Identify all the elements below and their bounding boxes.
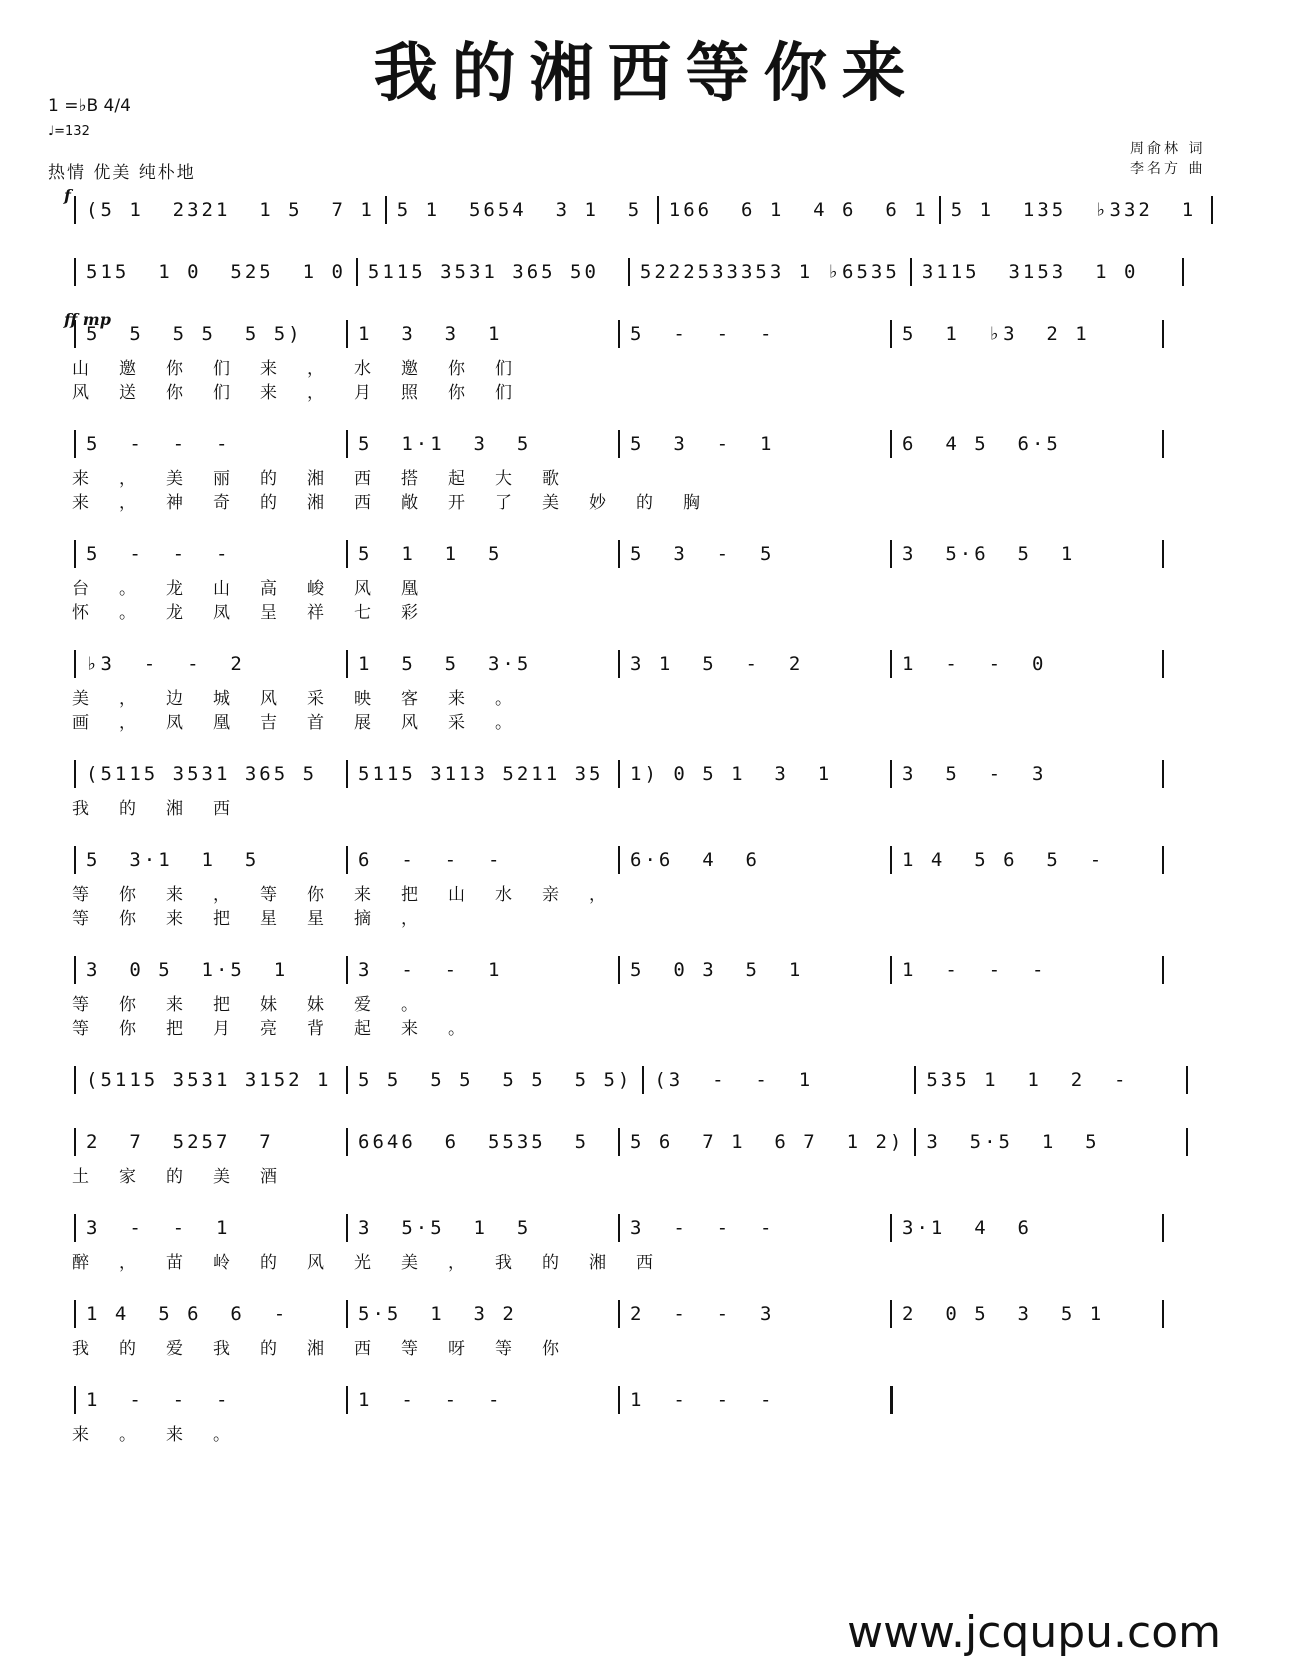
score-system [64, 1380, 1244, 1444]
barline [657, 196, 659, 224]
lyric-line: 我的爱我的湘西等呀等你 [72, 1339, 589, 1359]
measure: 3 - - - [630, 1217, 775, 1239]
barline [74, 1300, 76, 1328]
measure: 6 - - - [358, 849, 503, 871]
barline [346, 1300, 348, 1328]
lyric-line: 风送你们来，月照你们 [72, 383, 542, 403]
barline [1162, 846, 1164, 874]
measure: 2 0 5 3 5 1 [902, 1303, 1105, 1325]
notation-line [64, 424, 1244, 464]
key-signature: 1 =♭B 4/4 [48, 96, 131, 116]
barline [914, 1066, 916, 1094]
barline [890, 1300, 892, 1328]
measure: 5 1 135 ♭332 1 [950, 199, 1197, 221]
barline [346, 650, 348, 678]
barline [618, 1386, 620, 1414]
barline [74, 760, 76, 788]
barline [1162, 430, 1164, 458]
performance-style: 热情 优美 纯朴地 [48, 163, 196, 183]
notation-line [64, 1060, 1244, 1100]
barline [1182, 258, 1184, 286]
measure: 5 - - - [86, 543, 231, 565]
lyric-line: 怀。龙凤呈祥七彩 [72, 603, 448, 623]
measure: 3115 3153 1 0 [921, 261, 1139, 283]
measure: 5 5 5 5 5 5) [86, 323, 303, 345]
notation-line [64, 754, 1244, 794]
score-body [64, 186, 1244, 1466]
barline [385, 196, 387, 224]
lyric-line: 等你把月亮背起来。 [72, 1019, 495, 1039]
score-system [64, 252, 1244, 292]
score-system [64, 840, 1244, 928]
barline [618, 650, 620, 678]
barline [74, 258, 76, 286]
barline [1162, 320, 1164, 348]
notation-line [64, 644, 1244, 684]
barline [1162, 540, 1164, 568]
barline [74, 1386, 76, 1414]
barline [74, 846, 76, 874]
lyric-line: 画，凤凰吉首展风采。 [72, 713, 542, 733]
measure: 3 - - 1 [86, 1217, 231, 1239]
measure: 1 5 5 3·5 [358, 653, 532, 675]
measure: 5115 3113 5211 35 [358, 763, 604, 785]
barline [618, 320, 620, 348]
measure: 5222533353 1 ♭6535 [639, 261, 900, 283]
barline [890, 956, 892, 984]
composer-credit: 李名方 曲 [1130, 161, 1206, 177]
lyric-line: 等你来把星星摘， [72, 909, 448, 929]
measure: 5 0 3 5 1 [630, 959, 804, 981]
barline [346, 430, 348, 458]
lyric-line: 土家的美酒 [72, 1167, 307, 1187]
barline [618, 1128, 620, 1156]
barline [74, 540, 76, 568]
song-title: 我的湘西等你来 [373, 36, 920, 111]
barline [618, 1214, 620, 1242]
measure: 2 7 5257 7 [86, 1131, 274, 1153]
measure: 5·5 1 3 2 [358, 1303, 517, 1325]
barline [939, 196, 941, 224]
lyric-line: 等你来把妹妹爱。 [72, 995, 448, 1015]
measure: 3 5·5 1 5 [358, 1217, 532, 1239]
barline [628, 258, 630, 286]
barline [356, 258, 358, 286]
measure: (5 1 2321 1 5 7 1 [86, 199, 375, 221]
barline [890, 760, 892, 788]
barline [1162, 760, 1164, 788]
lyric-line: 来，神奇的湘西敞开了美妙的胸 [72, 493, 730, 513]
lyric-line: 来。来。 [72, 1425, 260, 1445]
barline [346, 1066, 348, 1094]
measure: 3·1 4 6 [902, 1217, 1032, 1239]
score-system [64, 950, 1244, 1038]
measure: 1 - - - [902, 959, 1047, 981]
measure: 5 5 5 5 5 5 5 5) [358, 1069, 633, 1091]
measure: 5 3 - 1 [630, 433, 775, 455]
measure: 5 1 5654 3 1 5 [396, 199, 643, 221]
measure: 1 - - - [358, 1389, 503, 1411]
measure: 3 5 - 3 [902, 763, 1047, 785]
measure: 5 1 1 5 [358, 543, 503, 565]
barline [890, 650, 892, 678]
measure: (5115 3531 3152 1 [86, 1069, 332, 1091]
measure: 5115 3531 365 50 [367, 261, 599, 283]
barline [346, 1386, 348, 1414]
score-system [64, 754, 1244, 818]
measure: 1) 0 5 1 3 1 [630, 763, 833, 785]
barline [1162, 1214, 1164, 1242]
barline [346, 540, 348, 568]
barline [74, 196, 76, 224]
notation-line [64, 840, 1244, 880]
measure: 5 3 - 5 [630, 543, 775, 565]
score-system [64, 186, 1244, 230]
tempo-marking: ♩=132 [48, 124, 90, 139]
measure: 166 6 1 4 6 6 1 [668, 199, 929, 221]
score-system [64, 310, 1244, 403]
barline [1186, 1128, 1188, 1156]
barline [1211, 196, 1213, 224]
notation-line [64, 190, 1244, 230]
barline [618, 540, 620, 568]
score-system [64, 534, 1244, 622]
barline [618, 1300, 620, 1328]
measure: ♭3 - - 2 [86, 653, 245, 675]
measure: 3 1 5 - 2 [630, 653, 804, 675]
notation-line [64, 534, 1244, 574]
measure: (5115 3531 365 5 [86, 763, 318, 785]
barline [1162, 1300, 1164, 1328]
lyric-line: 等你来，等你来把山水亲， [72, 885, 636, 905]
measure: 5 - - - [630, 323, 775, 345]
barline [914, 1128, 916, 1156]
lyric-line: 来，美丽的湘西搭起大歌 [72, 469, 589, 489]
watermark: www.jcqupu.com [847, 1607, 1221, 1658]
measure: 2 - - 3 [630, 1303, 775, 1325]
lyricist-credit: 周俞林 词 [1130, 141, 1206, 157]
barline [890, 846, 892, 874]
measure: 1 4 5 6 5 - [902, 849, 1105, 871]
measure: 1 - - 0 [902, 653, 1047, 675]
barline [74, 956, 76, 984]
barline [1162, 956, 1164, 984]
measure: 3 5·5 1 5 [926, 1131, 1100, 1153]
lyric-line: 山邀你们来，水邀你们 [72, 359, 542, 379]
barline [910, 258, 912, 286]
barline [1186, 1066, 1188, 1094]
barline [346, 956, 348, 984]
barline [346, 846, 348, 874]
measure: 1 4 5 6 6 - [86, 1303, 289, 1325]
barline [618, 956, 620, 984]
measure: 6·6 4 6 [630, 849, 760, 871]
measure: 5 1·1 3 5 [358, 433, 532, 455]
score-system [64, 1122, 1244, 1186]
score-system [64, 1294, 1244, 1358]
lyric-line: 台。龙山高峻风凰 [72, 579, 448, 599]
score-system [64, 1208, 1244, 1272]
measure: 1 3 3 1 [358, 323, 503, 345]
barline [346, 320, 348, 348]
measure: 1 - - - [86, 1389, 231, 1411]
measure: 5 1 ♭3 2 1 [902, 323, 1090, 345]
barline [1162, 650, 1164, 678]
score-system [64, 424, 1244, 512]
measure: 3 5·6 5 1 [902, 543, 1076, 565]
dynamic-marking: f [64, 186, 71, 205]
notation-line [64, 314, 1244, 354]
notation-line [64, 950, 1244, 990]
measure: 515 1 0 525 1 0 [86, 261, 346, 283]
measure: 6646 6 5535 5 [358, 1131, 590, 1153]
barline [890, 540, 892, 568]
barline [74, 430, 76, 458]
measure: 6 4 5 6·5 [902, 433, 1061, 455]
barline [346, 1214, 348, 1242]
barline [642, 1066, 644, 1094]
barline [890, 1386, 893, 1414]
measure: 535 1 1 2 - [926, 1069, 1129, 1091]
measure: 5 6 7 1 6 7 1 2) [630, 1131, 905, 1153]
barline [346, 1128, 348, 1156]
measure: 3 0 5 1·5 1 [86, 959, 289, 981]
notation-line [64, 1122, 1244, 1162]
notation-line [64, 1380, 1244, 1420]
barline [890, 320, 892, 348]
barline [890, 430, 892, 458]
barline [890, 1214, 892, 1242]
notation-line [64, 1294, 1244, 1334]
barline [346, 760, 348, 788]
score-system [64, 644, 1244, 732]
measure: (3 - - 1 [654, 1069, 814, 1091]
barline [618, 760, 620, 788]
lyric-line: 醉，苗岭的风光美，我的湘西 [72, 1253, 683, 1273]
measure: 5 3·1 1 5 [86, 849, 260, 871]
score-system [64, 1060, 1244, 1100]
barline [618, 846, 620, 874]
notation-line [64, 252, 1244, 292]
barline [74, 650, 76, 678]
barline [618, 430, 620, 458]
barline [74, 1066, 76, 1094]
measure: 5 - - - [86, 433, 231, 455]
notation-line [64, 1208, 1244, 1248]
lyric-line: 我的湘西 [72, 799, 260, 819]
dynamic-marking: ff mp [64, 310, 111, 329]
barline [74, 1128, 76, 1156]
measure: 3 - - 1 [358, 959, 503, 981]
measure: 1 - - - [630, 1389, 775, 1411]
barline [74, 1214, 76, 1242]
lyric-line: 美，边城风采映客来。 [72, 689, 542, 709]
